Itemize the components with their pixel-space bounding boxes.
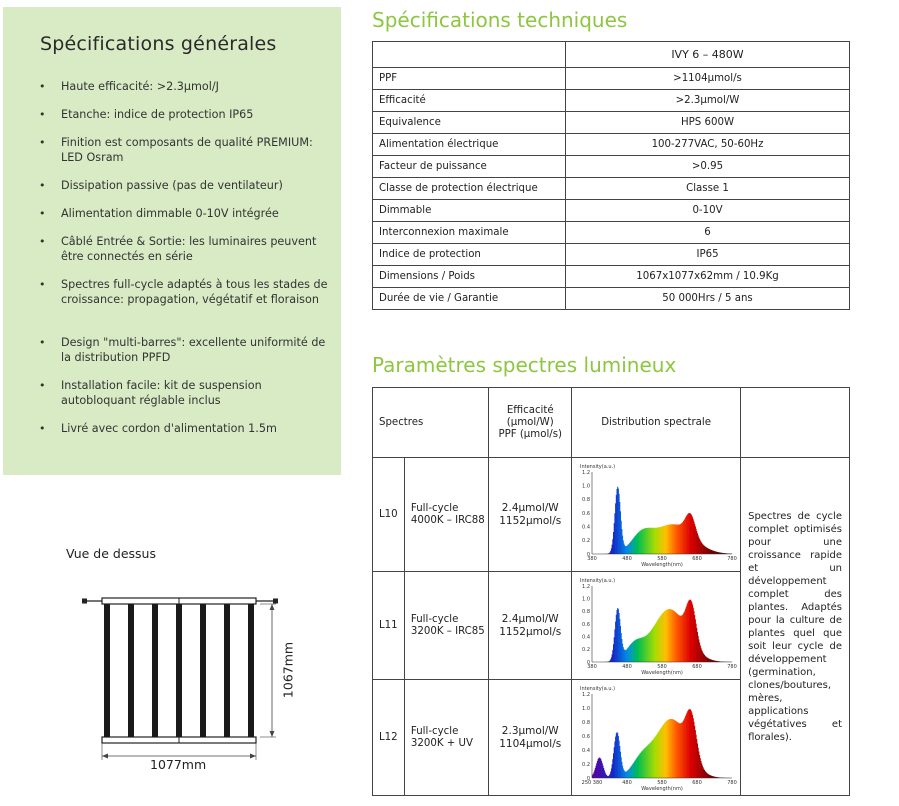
spectra-title: Paramètres spectres lumineux	[372, 353, 677, 377]
y-tick-label: 0	[586, 551, 591, 558]
table-row: Facteur de puissance >0.95	[373, 156, 850, 178]
x-tick-label: 680	[692, 664, 702, 670]
x-tick-label: 680	[692, 780, 702, 786]
x-tick-label: 780	[727, 556, 737, 562]
table-row: Dimmable 0-10V	[373, 200, 850, 222]
table-row: PPF >1104µmol/s	[373, 68, 850, 90]
y-tick-label: 0.2	[582, 538, 591, 545]
y-tick-label: 0.6	[582, 733, 591, 740]
table-row: Alimentation électrique 100-277VAC, 50-60Hz	[373, 134, 850, 156]
led-bar	[128, 604, 134, 737]
x-tick-label: 580	[657, 556, 667, 562]
y-tick-label: 1.2	[582, 469, 591, 476]
table-row	[373, 42, 850, 68]
y-axis-label: Intensity(a.u.)	[580, 578, 616, 584]
spectral-chart-l11	[572, 572, 740, 676]
y-tick-label: 0	[586, 775, 591, 782]
x-axis-label: Wavelength(nm)	[641, 786, 683, 792]
led-bar	[224, 604, 230, 737]
y-tick-label: 1.2	[582, 583, 591, 590]
height-dimension-label: 1067mm	[280, 641, 296, 699]
top-view-diagram	[80, 590, 310, 775]
table-row: Interconnexion maximale 6	[373, 222, 850, 244]
y-tick-label: 0.2	[582, 647, 591, 654]
spectral-chart-l10	[572, 458, 740, 568]
led-bar	[200, 604, 206, 737]
x-axis-label: Wavelength(nm)	[641, 562, 683, 568]
x-tick-label: 480	[622, 780, 632, 786]
table-row: L10 Full-cycle 4000K – IRC88 2.4µmol/W 1152µmol/s Intensity(a.u.) 1.2 1.0 0.8 0.6 0.4 0.2 0 380 480 580 680 780 Wavelength(nm) Spectres de cycle complet optimisés pour une croissance rapide et un développement complet des plantes. Adaptés pour la culture de plantes quel que soit leur cycle de développement (germination, clones/boutures, mères, applications végétatives et florales).	[373, 458, 850, 572]
led-bar	[176, 604, 182, 737]
x-tick-label: 480	[622, 664, 632, 670]
y-tick-label: 1.2	[582, 691, 591, 698]
tech-specs-table	[372, 41, 850, 310]
general-specs-title: Spécifications générales	[40, 33, 277, 55]
table-row: Classe de protection électrique Classe 1	[373, 178, 850, 200]
y-tick-label: 0.8	[582, 609, 591, 616]
y-tick-label: 0.6	[582, 510, 591, 517]
y-tick-label: 0	[586, 659, 591, 666]
spectra-table	[372, 387, 850, 796]
y-axis-label: Intensity(a.u.)	[580, 686, 616, 692]
general-specs-panel: Spécifications générales • Haute efficacité: >2.3µmol/J • Etanche: indice de protection IP65 • Finition est composants de qualité PREMIUM: LED Osram • Dissipation passive (pas de ventilateur) • Alimentation dimmable 0-10V intégrée • Câblé Entrée & Sortie: les luminaires peuvent être connectés en série • Spectres full-cycle adaptés à tous les stades de croissance: propagation, végétatif et floraison • Design "multi-barres": excellente uniformité de la distribution PPFD • Installation facile: kit de suspension autobloquant réglable inclus • Livré avec cordon d'alimentation 1.5m	[3, 7, 341, 475]
table-cell	[373, 42, 566, 68]
width-dimension-label: 1077mm	[150, 757, 207, 772]
x-tick-label: 380	[587, 556, 597, 562]
table-row: L12 Full-cycle 3200K + UV 2.3µmol/W 1104µmol/s Intensity(a.u.) 1.2 1.0 0.8 0.6 0.4 0.2 0 250 380 480 580 680 780 Wavelength(nm)	[373, 680, 850, 796]
x-tick-label: 480	[622, 556, 632, 562]
y-tick-label: 1.0	[582, 483, 591, 490]
spectral-chart-l12	[572, 680, 740, 792]
y-tick-label: 1.0	[582, 705, 591, 712]
top-view-title: Vue de dessus	[66, 546, 156, 561]
x-tick-label: 580	[657, 664, 667, 670]
model-header: IVY 6 – 480W	[566, 42, 850, 68]
table-row: Durée de vie / Garantie 50 000Hrs / 5 ans	[373, 288, 850, 310]
tech-specs-title: Spécifications techniques	[372, 8, 628, 32]
y-tick-label: 0.8	[582, 497, 591, 504]
led-bar	[152, 604, 158, 737]
y-tick-label: 0.2	[582, 761, 591, 768]
led-bar	[248, 604, 254, 737]
table-row: Equivalence HPS 600W	[373, 112, 850, 134]
y-axis-label: Intensity(a.u.)	[580, 464, 616, 470]
x-tick-label: 580	[657, 780, 667, 786]
y-tick-label: 0.8	[582, 719, 591, 726]
x-axis-label: Wavelength(nm)	[641, 670, 683, 676]
x-tick-label: 380	[587, 664, 597, 670]
table-row: Efficacité >2.3µmol/W	[373, 90, 850, 112]
x-tick-label: 780	[727, 780, 737, 786]
spectra-description: Spectres de cycle complet optimisés pour une croissance rapide et un développement complet des plantes. Adaptés pour la culture de plantes quel que soit leur cycle de développement (germination, clones/boutures, mères, applications végétatives et florales).	[741, 458, 850, 796]
table-row: Spectres Efficacité (µmol/W) PPF (µmol/s) Distribution spectrale	[373, 388, 850, 458]
x-tick-label: 780	[727, 664, 737, 670]
y-tick-label: 0.4	[582, 747, 591, 754]
led-bar	[104, 604, 110, 737]
table-row: Indice de protection IP65	[373, 244, 850, 266]
table-row: L11 Full-cycle 3200K – IRC85 2.4µmol/W 1152µmol/s Intensity(a.u.) 1.2 1.0 0.8 0.6 0.4 0.2 0 380 480 580 680 780 Wavelength(nm)	[373, 572, 850, 680]
y-tick-label: 0.6	[582, 621, 591, 628]
y-tick-label: 0.4	[582, 524, 591, 531]
y-tick-label: 1.0	[582, 596, 591, 603]
x-tick-label: 250 380	[581, 780, 603, 786]
table-row: Dimensions / Poids 1067x1077x62mm / 10.9Kg	[373, 266, 850, 288]
x-tick-label: 680	[692, 556, 702, 562]
y-tick-label: 0.4	[582, 634, 591, 641]
